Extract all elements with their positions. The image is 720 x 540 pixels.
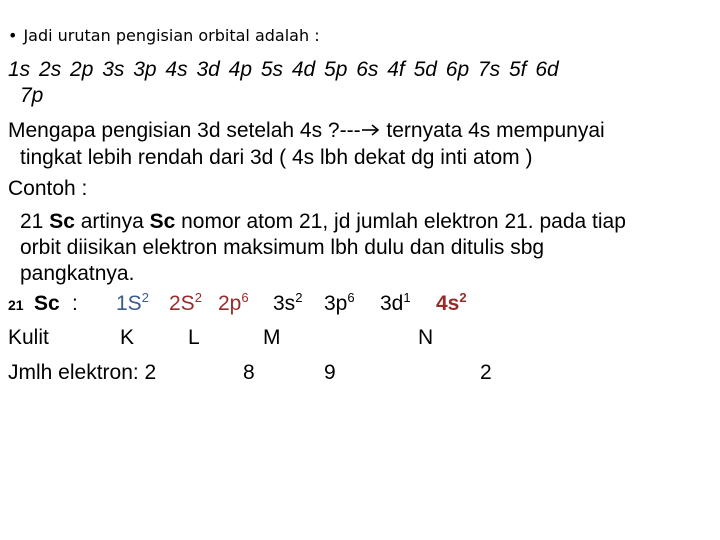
example-line1 — [20, 210, 626, 234]
shell-m: M — [263, 326, 281, 349]
orbital-sequence-line2: 7p — [20, 84, 44, 107]
electron-count-n: 2 — [480, 361, 492, 384]
electron-count-m: 9 — [324, 361, 336, 384]
config-term: $3p^6$ — [324, 290, 355, 315]
electron-count-l: 8 — [243, 361, 255, 384]
electron-configuration — [8, 292, 708, 322]
config-colon: : — [72, 292, 78, 315]
orbital-sequence-line1: 1s 2s 2p 3s 3p 4s 3d 4p 5s 4d 5p 6s 4f 5d 6p 7s 5f 6d — [8, 58, 559, 81]
example-text-c: nomor atom 21, jd jumlah elektron 21. pada tiap — [175, 210, 626, 233]
config-term: $4s^2$ — [436, 290, 467, 315]
question-line2: tingkat lebih rendah dari 3d ( 4s lbh dekat dg inti atom ) — [20, 146, 533, 169]
config-term: $2S^2$ — [169, 290, 202, 315]
arrow-icon — [361, 119, 381, 142]
config-term: $1S^2$ — [116, 290, 149, 315]
question-text-b: ternyata 4s mempunyai — [380, 119, 605, 142]
element-symbol: Sc — [149, 210, 176, 233]
bullet-text: Jadi urutan pengisian orbital adalah : — [23, 26, 320, 45]
question-line1 — [8, 119, 605, 143]
shell-row — [8, 326, 708, 354]
bullet-dot: • — [8, 26, 18, 45]
example-heading: Contoh : — [8, 177, 88, 200]
example-line3: pangkatnya. — [20, 262, 135, 285]
example-line2: orbit diisikan elektron maksimum lbh dulu dan ditulis sbg — [20, 236, 545, 259]
bullet-line — [8, 26, 320, 45]
config-term: $2p^6$ — [218, 290, 249, 315]
shell-n: N — [418, 326, 434, 349]
config-symbol: Sc — [34, 292, 60, 315]
config-term: $3d^1$ — [380, 290, 411, 315]
shell-label: Kulit — [8, 326, 49, 349]
electron-label: Jmlh elektron: 2 — [8, 361, 157, 384]
element-symbol: Sc — [49, 210, 75, 233]
config-term: $3s^2$ — [273, 290, 303, 315]
shell-l: L — [188, 326, 200, 349]
atomic-number: 21 — [8, 297, 24, 313]
example-text-b: artinya — [74, 210, 150, 233]
example-text-a: 21 — [20, 210, 50, 233]
question-text-a: Mengapa pengisian 3d setelah 4s ?--- — [8, 119, 361, 142]
electron-count-row — [8, 361, 708, 389]
shell-k: K — [120, 326, 135, 349]
